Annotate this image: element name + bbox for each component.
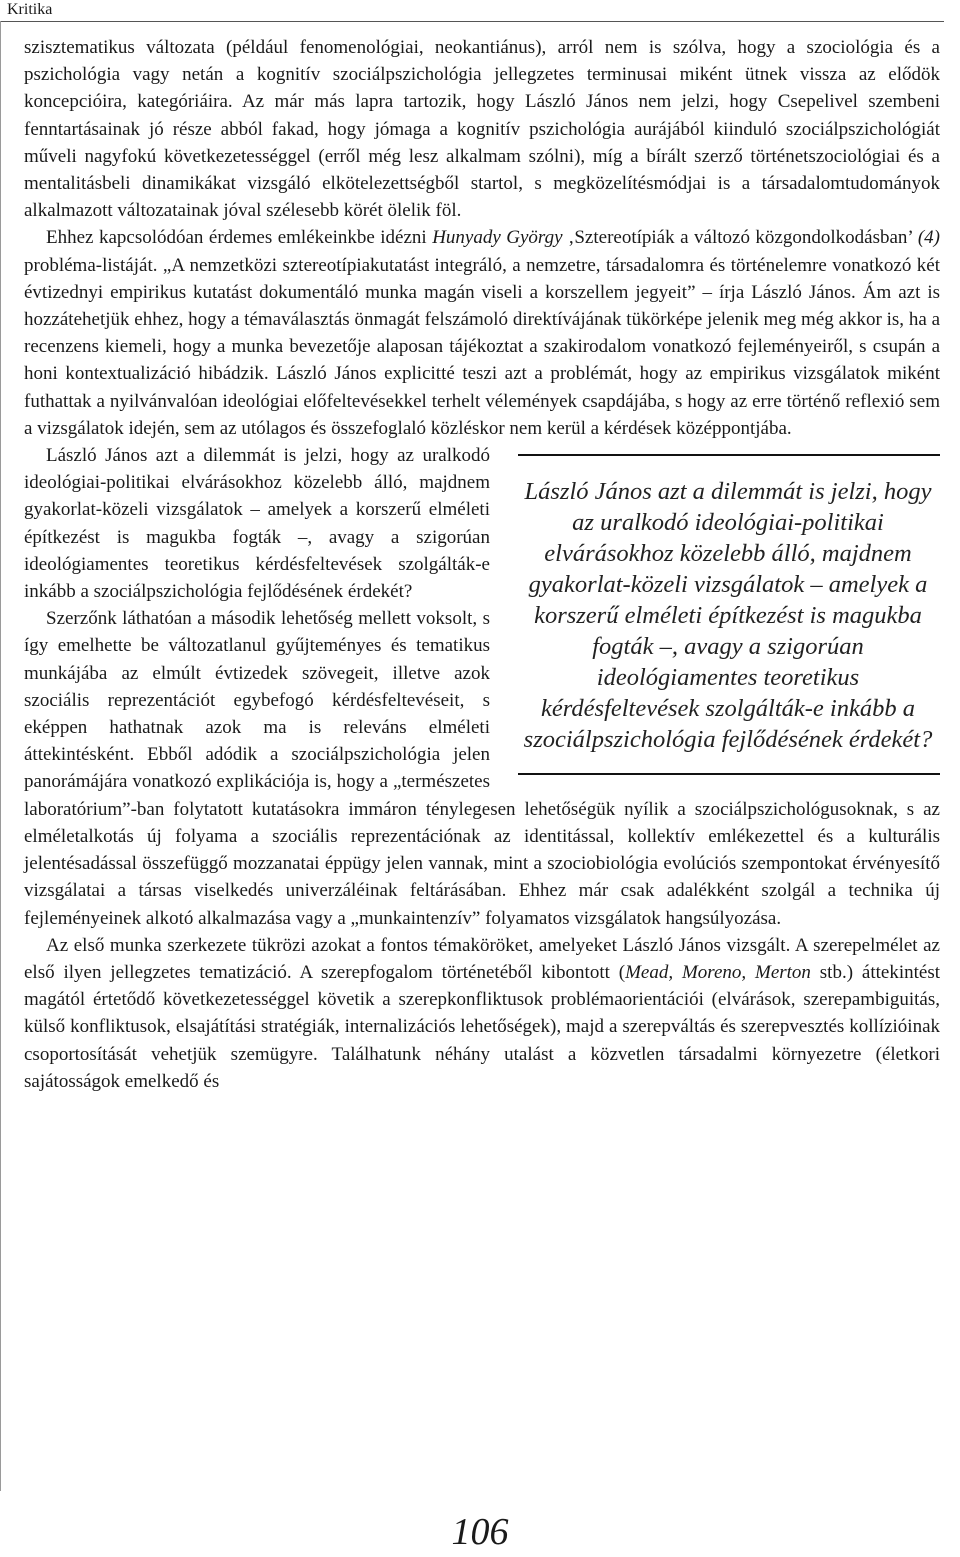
article-body (24, 34, 940, 1095)
paragraph-4: Szerzőnk láthatóan a második lehetőség mellett voksolt, s így emelhette be változatlanul gyűjteményes és tematikus munkájába az elmúlt évtizedek szövegeit, illetve azok szociális reprezentációt egybefogó kérdésfeltevéseit, s eképpen hathatnak azok ma is releváns elméleti áttekintésként. Ebből adódik a szociálpszichológia jelen panorámájára vonatkozó explikációja is, hogy a „természetes laboratórium”-ban folytatott kutatásokra immáron ténylegesen lehetőségük nyílik a szociálpszichológusoknak, s az elméletalkotás új folyama a szociális reprezentációnak az identitással, kollektív emlékezettel és a kulturális jelentésadással összefüggő mozzanatai éppügy jelen vannak, mint a szociobiológia evolúciós szempontokat érvényesítő vizsgálatai a társas viselkedés univerzáléinak feltárásában. Ehhez már csak adalékként szolgál a technika új fejleményeinek alkotó alkalmazása vagy a „munkaintenzív” folyamatos vizsgálatok hangsúlyozása. (24, 608, 940, 929)
running-head: Kritika (7, 1, 53, 18)
p5-text-a: Az első munka szerkezete tükrözi azokat a fontos témaköröket, amelyeket László János vizsgált. A szerepelmélet az első ilyen jellegzetes tematizáció. A szerepfogalom történetéből kibontott ( (24, 934, 940, 983)
author-name: Hunyady György (432, 227, 563, 249)
reference-marker: (4) (917, 227, 940, 249)
paragraph-3: László János azt a dilemmát is jelzi, hogy az uralkodó ideológiai-politikai elvárásokhoz közelebb álló, majdnem gyakorlat-közeli vizsgálatok – amelyek a korszerű elméleti építkezést is magukba fogták –, avagy a szigorúan ideológiamentes teoretikus kérdésfeltevések szolgálták-e inkább a szociálpszichológia fejlődésének érdekét? (24, 445, 490, 603)
book-title: ‚Sztereotípiák a változó közgondolkodásban’ (562, 227, 918, 249)
pull-quote-text: László János azt a dilemmát is jelzi, hogy az uralkodó ideológiai-politikai elvárásokhoz közelebb álló, majdnem gyakorlat-közeli vizsgálatok – amelyek a korszerű elméleti építkezést is magukba fogták –, avagy a szigorúan ideológiamentes teoretikus kérdésfeltevések szolgálták-e inkább a szociálpszichológia fejlődésének érdekét? (523, 478, 933, 754)
paragraph-2 (24, 224, 940, 754)
page-number: 106 (451, 1511, 509, 1553)
p2-text-a: Ehhez kapcsolódóan érdemes emlékeinkbe idézni (46, 227, 433, 249)
margin-rule (0, 21, 1, 1491)
p2-text-c: probléma-listáját. „A nemzetközi sztereotípiakutatást integráló, a nemzetre, társadalomra és történelemre vonatkozó két évtizednyi empirikus kutatást dokumentáló munka magán viseli a korszellem jegyeit” – írja László János. Ám azt is hozzátehetjük ehhez, hogy a témaválasztás önmagát felszámoló direktívájának tükörképe jelenik meg még akkor is, ha a recenzens kiemeli, hogy a munka bevezetője alaposan tájékoztat a szakirodalom vonatkozó fejleményeiről, s csupán a honi kontextualizáció hibádzik. László János explicitté teszi azt a problémát, hogy az empirikus vizsgálatok miként futhattak a nyilvánvalóan ideológiai előfeltevésekkel terhelt vélemények csapdájába, s hogy az erre történő reflexió sem a vizsgálatok idején, sem az utólagos és összefoglaló közléskor nem kerül a kérdések középpontjába. (24, 254, 940, 439)
paragraph-5 (24, 932, 940, 1095)
p5-text-b: stb.) áttekintést magától értetődő következetességgel követik a szerepkonfliktusok problémaorientációi (elvárások, szerepambiguitás, külső konfliktusok, elsajátítási stratégiák, internalizációs lehetőségek), majd a szerepváltás és szerepvesztés kollízióinak csoportosítását vehetjük szemügyre. Találhatunk néhány utalást a közvetlen társadalmi környezetre (életkori sajátosságok emelkedő és (24, 961, 940, 1092)
pull-quote-bottom-rule (518, 773, 940, 775)
pull-quote (516, 454, 940, 775)
paragraph-1: szisztematikus változata (például fenomenológiai, neokantiánus), arról nem is szólva, hogy a szociológia és a pszichológia vagy netán a kognitív szociálpszichológia jellegzetes terminusai miként ütnek vissza az elődök koncepcióira, kategóriáira. Az már más lapra tartozik, hogy László János nem jelzi, hogy Csepelivel szembeni fenntartásainak jó része abból fakad, hogy jómaga a kognitív pszichológia aurájából kiinduló szociálpszichológiát műveli nagyfokú következetességgel (erről még lesz alkalmam szólni), míg a bírált szerző történetszociológiai és a mentalitásbeli dinamikákat vizsgáló elkötelezettségből startol, s megközelítésmódjai is a társadalomtudományok alkalmazott változatainak jóval szélesebb körét ölelik föl. (24, 37, 940, 222)
header-rule (0, 21, 944, 22)
cited-names: Mead, Moreno, Merton (625, 961, 811, 983)
